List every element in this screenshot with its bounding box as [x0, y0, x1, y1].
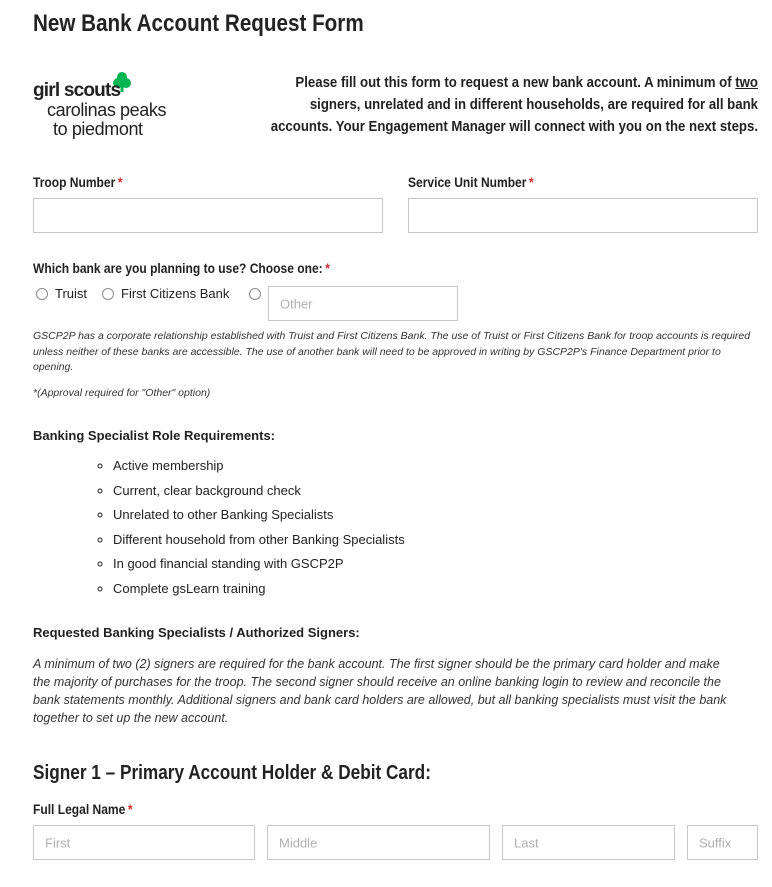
list-item: ◦ Different household from other Banking Specialists [113, 530, 405, 555]
list-item: ◦ Complete gsLearn training [113, 579, 405, 604]
logo-text-3: to piedmont [53, 119, 143, 139]
suffix-placeholder: Suffix [699, 835, 732, 850]
approval-note: *(Approval required for "Other" option) [33, 387, 211, 399]
troop-number-input[interactable] [33, 198, 383, 233]
gs-logo [33, 70, 173, 142]
page-title: New Bank Account Request Form [33, 10, 364, 37]
list-item: ◦ In good financial standing with GSCP2P [113, 554, 405, 579]
logo-text-1: girl scouts [33, 80, 121, 101]
other-bank-input[interactable] [268, 286, 458, 321]
service-unit-input[interactable] [408, 198, 758, 233]
intro-part-1: Please fill out this form to request a new bank account. A minimum of [295, 74, 736, 91]
intro-emphasis: two [735, 74, 758, 91]
list-item: ◦ Unrelated to other Banking Specialists [113, 505, 405, 530]
first-citizens-radio[interactable] [102, 288, 114, 300]
list-item: ◦ Current, clear background check [113, 481, 405, 506]
signers-paragraph: A minimum of two (2) signers are required for the bank account. The first signer should be the primary card holder and make the majority of purchases for the troop. The second signer should receive an online banking login to review and reconcile the bank statements monthly. Additional signers and bank card holders are allowed, but all banking specialists must visit the bank together to set up the new account. [33, 657, 727, 725]
signer-1-heading: Signer 1 – Primary Account Holder & Debit Card: [33, 762, 431, 784]
first-name-placeholder: First [45, 835, 71, 850]
full-legal-name-label [33, 801, 133, 817]
role-requirements-list [96, 456, 405, 604]
middle-name-placeholder: Middle [279, 835, 318, 850]
last-name-input[interactable] [502, 825, 675, 860]
suffix-input[interactable] [687, 825, 758, 860]
role-requirements-heading: Banking Specialist Role Requirements: [33, 428, 276, 443]
other-bank-radio[interactable] [249, 288, 261, 300]
middle-name-input[interactable] [267, 825, 490, 860]
bank-question-label [33, 260, 330, 276]
list-item: ◦ Active membership [113, 456, 405, 481]
last-name-placeholder: Last [514, 835, 539, 850]
required-mark: * [529, 174, 534, 190]
other-bank-placeholder: Other [280, 296, 313, 311]
truist-radio[interactable] [36, 288, 48, 300]
troop-number-label-text: Troop Number [33, 174, 116, 190]
service-unit-label [408, 174, 534, 190]
required-mark: * [117, 174, 123, 190]
logo-text-2: carolinas peaks [47, 100, 167, 120]
intro-part-2: signers, unrelated and in different households, are required for all bank accounts. Your Engagement Manager will connect with you on the next steps. [270, 96, 758, 135]
service-unit-label-text: Service Unit Number [408, 174, 527, 190]
full-legal-name-text: Full Legal Name [33, 801, 126, 817]
bank-question-text: Which bank are you planning to use? Choose one: [33, 260, 323, 276]
troop-number-label [33, 174, 123, 190]
first-citizens-label[interactable]: First Citizens Bank [121, 286, 230, 301]
intro-text [265, 72, 758, 138]
first-name-input[interactable] [33, 825, 255, 860]
truist-label[interactable]: Truist [55, 286, 88, 301]
required-mark: * [127, 801, 133, 817]
signers-heading: Requested Banking Specialists / Authorized Signers: [33, 625, 360, 640]
bank-note: GSCP2P has a corporate relationship established with Truist and First Citizens Bank. The use of Truist or First Citizens Bank for troop accounts is required unless neither of these banks are accessible. The use of another bank will need to be approved in writing by GSCP2P's Finance Department prior to opening. [33, 330, 751, 373]
required-mark: * [325, 260, 330, 276]
